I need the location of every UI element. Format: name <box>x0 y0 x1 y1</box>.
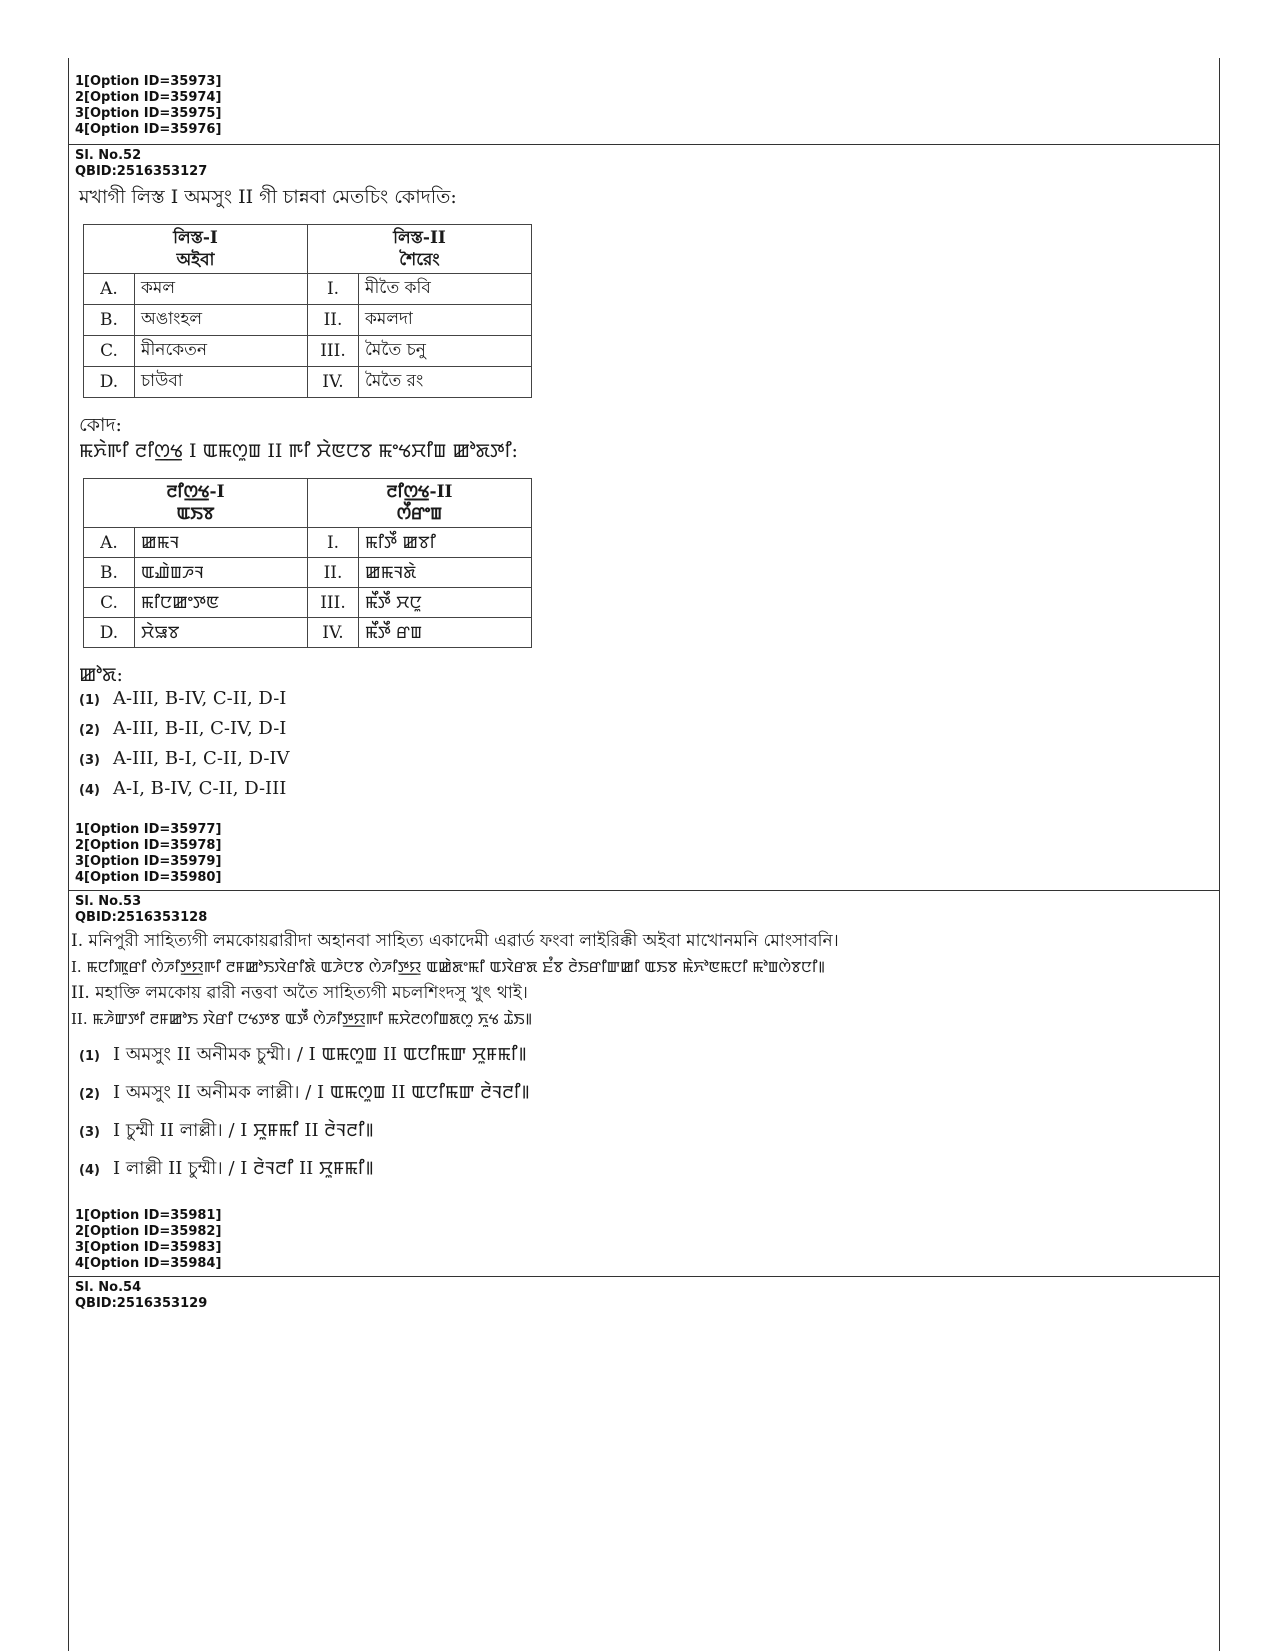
q51-option-ids <box>69 74 1219 138</box>
code-label-bengali: কোদ: <box>79 414 122 436</box>
option-id: 3[Option ID=35975] <box>75 106 222 121</box>
serial-number: Sl. No.54 <box>75 1280 142 1295</box>
answer-option[interactable]: (1) I অমসুং II অনীমক চুম্মী। / I ꯑꯃꯁꯨꯡ II ꯑꯅꯤꯃꯛ ꯆꯨꯝꯃꯤ꯫ <box>79 1044 527 1065</box>
table-row: C. মীনকেতন III. মৈতৈ চনু <box>84 336 532 367</box>
table-row: A. ꯀꯃꯜ I. ꯃꯤꯇꯩ ꯀꯕꯤ <box>84 528 532 558</box>
statement-line: I. মনিপুরী সাহিত্যগী লমকোয়ৱারীদা অহানবা সাহিত্য একাদেমী এৱার্ড ফংবা লাইরিক্কী অইবা মাখোনমনি মোংসাবনি। <box>71 931 839 951</box>
option-id: 1[Option ID=35981] <box>75 1208 222 1223</box>
option-id: 3[Option ID=35983] <box>75 1240 222 1255</box>
q52-option-ids <box>69 822 1219 886</box>
serial-number: Sl. No.53 <box>75 894 142 909</box>
qbid: QBID:2516353127 <box>75 164 208 179</box>
col-subheader: ꯁꯩꯔꯦꯡ <box>396 504 443 524</box>
match-table-meitei <box>83 478 532 648</box>
col-header: লিস্ত-II <box>393 228 446 248</box>
option-id: 4[Option ID=35980] <box>75 870 222 885</box>
col-header: ꯂꯤꯁ꯭ꯠ-II <box>386 482 453 502</box>
answer-option[interactable]: (4) A-I, B-IV, C-II, D-III <box>79 778 287 799</box>
code-label-meitei: ꯀꯣꯗ: <box>79 664 123 686</box>
qbid: QBID:2516353128 <box>75 910 208 925</box>
page-frame <box>68 58 1220 1651</box>
question-54 <box>69 1280 1219 1312</box>
table-row: D. চাউবা IV. মৈতৈ রং <box>84 367 532 398</box>
table-row: B. অঙাংহল II. কমলদা <box>84 305 532 336</box>
table-row: A. কমল I. মীতৈ কবি <box>84 274 532 305</box>
statements <box>69 928 1219 1032</box>
table-row: C. ꯃꯤꯅꯀꯦꯇꯟ III. ꯃꯩꯇꯩ ꯆꯅꯨ <box>84 588 532 618</box>
question-text-bengali: মখাগী লিস্ত I অমসুং II গী চান্নবা মেতচিং কোদতি: <box>79 186 457 208</box>
serial-number: Sl. No.52 <box>75 148 142 163</box>
table-row: D. ꯆꯥꯎꯕ IV. ꯃꯩꯇꯩ ꯔꯡ <box>84 618 532 648</box>
col-header: লিস্ত-I <box>173 228 218 248</box>
col-subheader: শৈরেং <box>399 250 440 270</box>
answer-option[interactable]: (2) A-III, B-II, C-IV, D-I <box>79 718 287 739</box>
statement-line: I. ꯃꯅꯤꯄꯨꯔꯤ ꯁꯥꯍꯤꯇ꯭ꯌꯒꯤ ꯂꯝꯀꯣꯏꯋꯥꯔꯤꯗꯥ ꯑꯍꯥꯅꯕ ꯁꯥꯍꯤꯇ꯭ꯌ ꯑꯀꯥꯗꯦꯃꯤ ꯑꯋꯥꯔꯗ ꯐꯪꯕ ꯂꯥꯏꯔꯤꯛꯀꯤ ꯑꯏꯕ ꯃꯥꯈꯣꯟꯃꯅꯤ ꯃꯣꯡꯁꯥꯕꯅꯤ꯫ <box>71 958 825 976</box>
option-id: 4[Option ID=35976] <box>75 122 222 137</box>
divider <box>69 144 1219 145</box>
option-id: 2[Option ID=35974] <box>75 90 222 105</box>
question-52 <box>69 148 1219 808</box>
answer-option[interactable]: (3) I চুম্মী II লাল্লী। / I ꯆꯨꯝꯃꯤ II ꯂꯥꯜꯂꯤ꯫ <box>79 1120 374 1141</box>
divider <box>69 1276 1219 1277</box>
option-id: 2[Option ID=35982] <box>75 1224 222 1239</box>
option-id: 1[Option ID=35973] <box>75 74 222 89</box>
answer-option[interactable]: (4) I লাল্লী II চুম্মী। / I ꯂꯥꯜꯂꯤ II ꯆꯨꯝꯃꯤ꯫ <box>79 1158 374 1179</box>
option-id: 3[Option ID=35979] <box>75 854 222 869</box>
answer-option[interactable]: (2) I অমসুং II অনীমক লাল্লী। / I ꯑꯃꯁꯨꯡ II ꯑꯅꯤꯃꯛ ꯂꯥꯜꯂꯤ꯫ <box>79 1082 530 1103</box>
answer-options <box>69 1040 1219 1192</box>
table-row: B. ꯑꯉꯥꯡꯍꯜ II. ꯀꯃꯜꯗꯥ <box>84 558 532 588</box>
answer-option[interactable]: (1) A-III, B-IV, C-II, D-I <box>79 688 287 709</box>
col-header: ꯂꯤꯁ꯭ꯠ-I <box>166 482 225 502</box>
qbid: QBID:2516353129 <box>75 1296 208 1311</box>
statement-line: II. ꯃꯍꯥꯛꯇꯤ ꯂꯝꯀꯣꯏ ꯋꯥꯔꯤ ꯅꯠꯇꯕ ꯑꯇꯩ ꯁꯥꯍꯤꯇ꯭ꯌꯒꯤ ꯃꯆꯥꯂꯁꯤꯡꯗꯁꯨ ꯈꯨꯠ ꯊꯥꯏ꯫ <box>71 1010 533 1028</box>
divider <box>69 890 1219 891</box>
col-subheader: অইবা <box>176 250 215 270</box>
option-id: 2[Option ID=35978] <box>75 838 222 853</box>
col-subheader: ꯑꯏꯕ <box>176 504 215 524</box>
match-table-bengali <box>83 224 532 398</box>
question-53 <box>69 894 1219 1192</box>
answer-options <box>69 688 1219 808</box>
option-id: 4[Option ID=35984] <box>75 1256 222 1271</box>
q53-option-ids <box>69 1208 1219 1272</box>
option-id: 1[Option ID=35977] <box>75 822 222 837</box>
statement-line: II. মহাক্তি লমকোয় ৱারী নত্তবা অতৈ সাহিত্যগী মচলশিংদসু খুৎ থাই। <box>71 983 528 1003</box>
answer-option[interactable]: (3) A-III, B-I, C-II, D-IV <box>79 748 290 769</box>
question-text-meitei: ꯃꯈꯥꯒꯤ ꯂꯤꯁ꯭ꯠ I ꯑꯃꯁꯨꯡ II ꯒꯤ ꯆꯥꯟꯅꯕ ꯃꯦꯠꯆꯤꯡ ꯀꯣꯗꯇꯤ: <box>79 440 518 462</box>
